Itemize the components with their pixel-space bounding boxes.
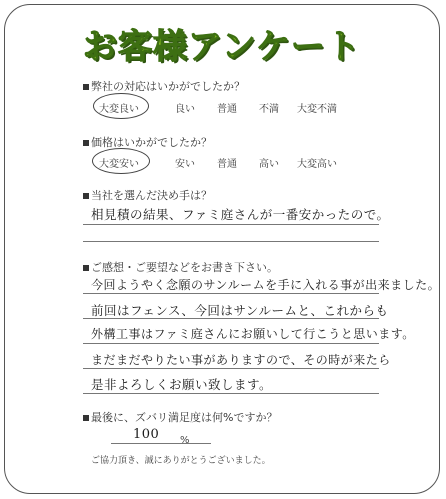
question-3: [83, 187, 212, 203]
question-4: [83, 259, 278, 275]
q1-option-4[interactable]: 不満: [259, 104, 279, 115]
question-2-label: 価格はいかがでしたか？: [91, 136, 212, 149]
question-1: [83, 78, 245, 94]
survey-sheet: [4, 4, 440, 494]
q2-option-2[interactable]: 安い: [175, 159, 195, 170]
survey-title: お客様アンケート: [83, 27, 361, 67]
question-3-answer: 相見積の結果、ファミ庭さんが一番安かったので。: [91, 207, 390, 222]
comment-line-1: 今回ようやく念願のサンルームを手に入れる事が出来ました。: [91, 278, 441, 292]
q2-option-5[interactable]: 大変高い: [297, 159, 337, 170]
q1-option-1[interactable]: 大変良い: [99, 104, 139, 115]
satisfaction-rule: [111, 443, 211, 444]
selection-circle: [93, 93, 149, 119]
question-5-label: 最後に、ズバリ満足度は何%ですか？: [91, 411, 278, 424]
answer-rule: [83, 343, 379, 344]
comment-line-4: まだまだやりたい事がありますので、その時が来たら: [91, 353, 391, 367]
q2-option-3[interactable]: 普通: [217, 159, 237, 170]
comment-line-5: 是非よろしくお願い致します。: [91, 377, 273, 392]
question-4-label: ご感想・ご要望などをお書き下さい。: [91, 261, 278, 274]
q1-option-3[interactable]: 普通: [217, 104, 237, 115]
q1-option-2[interactable]: 良い: [175, 104, 195, 115]
question-2: [83, 134, 212, 150]
answer-rule: [83, 393, 379, 394]
square-bullet-icon: [83, 140, 89, 146]
comment-line-3: 外構工事はファミ庭さんにお願いして行こうと思います。: [91, 327, 415, 341]
q2-option-1[interactable]: 大変安い: [99, 159, 139, 170]
question-3-label: 当社を選んだ決め手は？: [91, 189, 212, 202]
satisfaction-value: 100: [133, 427, 160, 442]
selection-circle: [92, 148, 150, 174]
answer-rule: [83, 318, 379, 319]
comment-line-2: 前回はフェンス、今回はサンルームと、これからも: [91, 303, 389, 318]
footer-thanks: ご協力頂き、誠にありがとうございました。: [91, 456, 271, 466]
q1-option-5[interactable]: 大変不満: [297, 104, 337, 115]
question-1-label: 弊社の対応はいかがでしたか？: [91, 80, 245, 93]
answer-rule: [83, 241, 379, 242]
answer-rule: [83, 293, 379, 294]
question-5: [83, 409, 277, 425]
square-bullet-icon: [83, 265, 89, 271]
q2-option-4[interactable]: 高い: [259, 159, 279, 170]
square-bullet-icon: [83, 84, 89, 90]
square-bullet-icon: [83, 415, 89, 421]
answer-rule: [83, 224, 379, 225]
answer-rule: [83, 368, 379, 369]
square-bullet-icon: [83, 193, 89, 199]
percent-unit: %: [180, 435, 190, 446]
